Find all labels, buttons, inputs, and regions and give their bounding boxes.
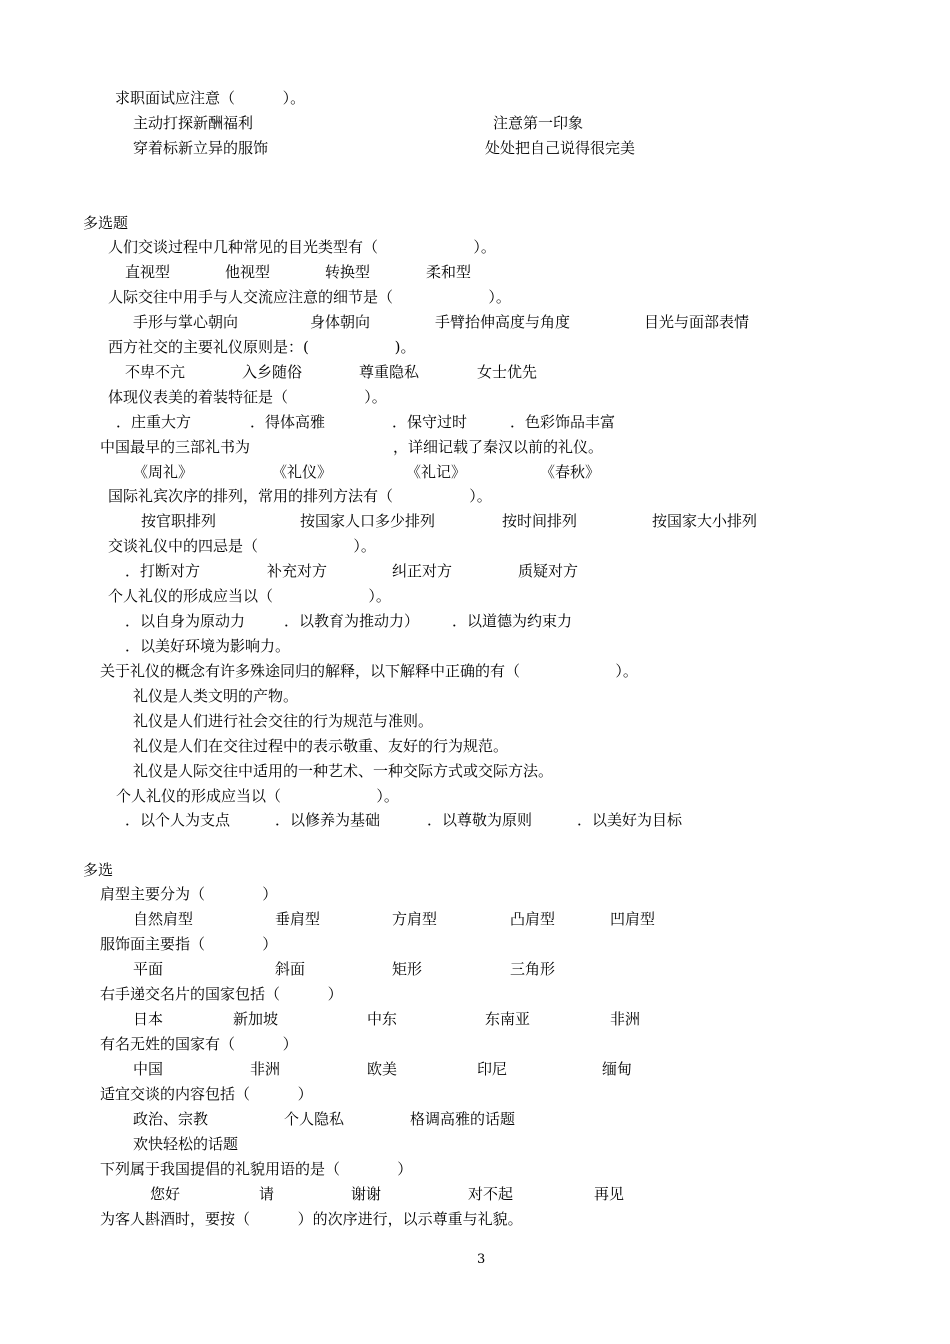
- option: 按时间排列: [502, 512, 578, 530]
- option: 《礼仪》: [272, 463, 333, 481]
- option: 中国: [133, 1060, 164, 1078]
- option: 政治、宗教: [133, 1110, 209, 1128]
- option: ．得体高雅: [250, 413, 326, 431]
- option: 新加坡: [233, 1010, 279, 1028]
- option: 三角形: [510, 960, 556, 978]
- option: 手形与掌心朝向: [133, 313, 239, 331]
- question-text: 关于礼仪的概念有许多殊途同归的解释，以下解释中正确的有（ ）。: [100, 662, 638, 680]
- question-text: 有名无姓的国家有（ ）: [100, 1035, 298, 1053]
- question-text: 国际礼宾次序的排列，常用的排列方法有（ ）。: [108, 487, 492, 505]
- question-text: 个人礼仪的形成应当以（ ）。: [116, 787, 399, 805]
- question-text: 肩型主要分为（ ）: [100, 885, 278, 903]
- option: 印尼: [477, 1060, 508, 1078]
- question-text: 服饰面主要指（ ）: [100, 935, 278, 953]
- option: 尊重隐私: [359, 363, 420, 381]
- option: 女士优先: [477, 363, 538, 381]
- question-text: 个人礼仪的形成应当以（ ）。: [108, 587, 391, 605]
- option: ．庄重大方: [116, 413, 192, 431]
- option: 礼仪是人们在交往过程中的表示敬重、友好的行为规范。: [133, 737, 509, 755]
- option: 转换型: [325, 263, 371, 281]
- option: 《周礼》: [133, 463, 194, 481]
- question-text: 西方社交的主要礼仪原则是：( )。: [108, 338, 416, 356]
- option: 自然肩型: [133, 910, 194, 928]
- option: ．以美好环境为影响力。: [125, 637, 291, 655]
- option: 直视型: [125, 263, 171, 281]
- option: 对不起: [468, 1185, 514, 1203]
- option: 凹肩型: [610, 910, 656, 928]
- option: ．以修养为基础: [275, 811, 381, 829]
- option: 礼仪是人际交往中适用的一种艺术、一种交际方式或交际方法。: [133, 762, 554, 780]
- option: 垂肩型: [275, 910, 321, 928]
- question-text: 下列属于我国提倡的礼貌用语的是（ ）: [100, 1160, 413, 1178]
- option: 欧美: [367, 1060, 398, 1078]
- option: 个人隐私: [284, 1110, 345, 1128]
- option: ．以道德为约束力: [452, 612, 573, 630]
- option: ．以教育为推动力）: [284, 612, 420, 630]
- option: 中东: [367, 1010, 398, 1028]
- option: ．打断对方: [125, 562, 201, 580]
- option: 凸肩型: [510, 910, 556, 928]
- option: 目光与面部表情: [644, 313, 750, 331]
- option: 手臂抬伸高度与角度: [435, 313, 571, 331]
- option: 他视型: [225, 263, 271, 281]
- option: 斜面: [275, 960, 306, 978]
- option: 礼仪是人们进行社会交往的行为规范与准则。: [133, 712, 434, 730]
- option: 注意第一印象: [493, 114, 584, 132]
- option: ．以个人为支点: [125, 811, 231, 829]
- option: 矩形: [392, 960, 423, 978]
- question-text: 适宜交谈的内容包括（ ）: [100, 1085, 313, 1103]
- option: ．色彩饰品丰富: [510, 413, 616, 431]
- question-text: 求职面试应注意（ ）。: [115, 89, 306, 107]
- option: ．以美好为目标: [577, 811, 683, 829]
- option: 不卑不亢: [125, 363, 186, 381]
- option: ．以尊敬为原则: [427, 811, 533, 829]
- option: 主动打探新酬福利: [133, 114, 254, 132]
- option: 欢快轻松的话题: [133, 1135, 239, 1153]
- option: 身体朝向: [310, 313, 371, 331]
- section-heading: 多选题: [83, 214, 129, 232]
- option: 您好: [150, 1185, 181, 1203]
- question-text: 体现仪表美的着装特征是（ ）。: [108, 388, 387, 406]
- option: 格调高雅的话题: [410, 1110, 516, 1128]
- question-text: 人际交往中用手与人交流应注意的细节是（ ）。: [108, 288, 511, 306]
- option: 穿着标新立异的服饰: [133, 139, 269, 157]
- option: 入乡随俗: [242, 363, 303, 381]
- option: 东南亚: [485, 1010, 531, 1028]
- option: 请: [259, 1185, 275, 1203]
- question-text: 为客人斟酒时，要按（ ）的次序进行，以示尊重与礼貌。: [100, 1210, 523, 1228]
- option: 《礼记》: [406, 463, 467, 481]
- option: ．以自身为原动力: [125, 612, 246, 630]
- option: ．保守过时: [392, 413, 468, 431]
- question-text: 右手递交名片的国家包括（ ）: [100, 985, 343, 1003]
- option: 方肩型: [392, 910, 438, 928]
- option: 柔和型: [426, 263, 472, 281]
- option: 按官职排列: [141, 512, 217, 530]
- option: 按国家大小排列: [652, 512, 758, 530]
- question-text: 中国最早的三部礼书为 ，详细记载了秦汉以前的礼仪。: [100, 438, 604, 456]
- option: 缅甸: [602, 1060, 633, 1078]
- option: 日本: [133, 1010, 164, 1028]
- question-text: 人们交谈过程中几种常见的目光类型有（ ）。: [108, 238, 496, 256]
- option: 礼仪是人类文明的产物。: [133, 687, 299, 705]
- page-number: 3: [477, 1252, 486, 1267]
- option: 再见: [594, 1185, 625, 1203]
- option: 质疑对方: [518, 562, 579, 580]
- section-heading: 多选: [83, 861, 114, 879]
- option: 《春秋》: [540, 463, 601, 481]
- option: 纠正对方: [392, 562, 453, 580]
- question-text: 交谈礼仪中的四忌是（ ）。: [108, 537, 376, 555]
- option: 按国家人口多少排列: [300, 512, 436, 530]
- option: 非洲: [250, 1060, 281, 1078]
- option: 谢谢: [351, 1185, 382, 1203]
- option: 平面: [133, 960, 164, 978]
- option: 处处把自己说得很完美: [485, 139, 636, 157]
- option: 非洲: [610, 1010, 641, 1028]
- option: 补充对方: [267, 562, 328, 580]
